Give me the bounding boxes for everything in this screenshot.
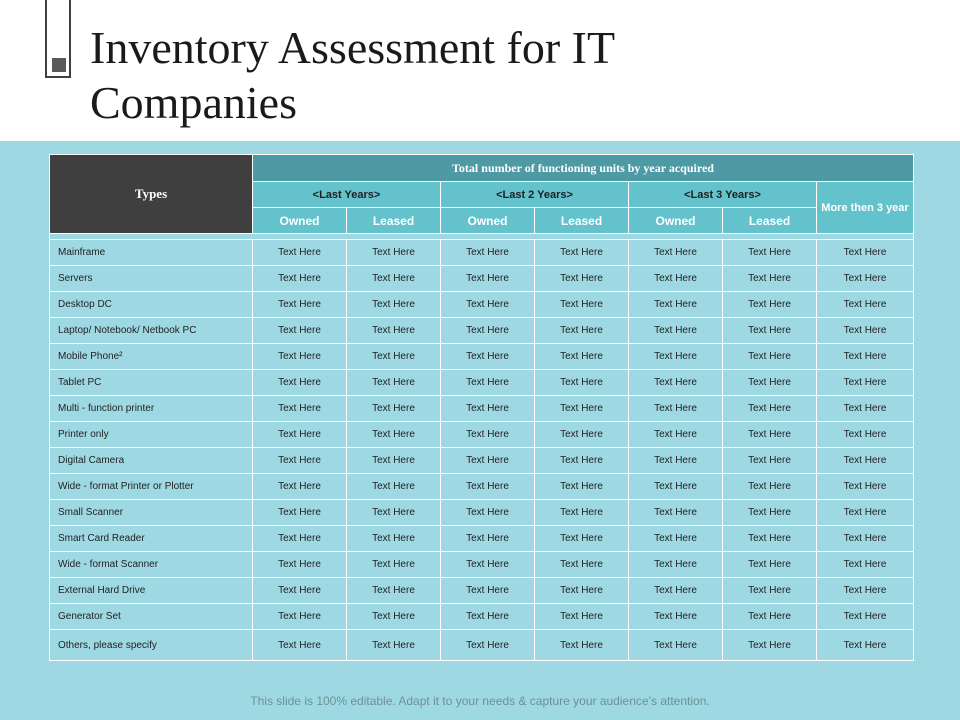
total-units-header: Total number of functioning units by year acquired <box>253 155 914 182</box>
value-cell: Text Here <box>629 240 723 266</box>
value-cell: Text Here <box>441 604 535 630</box>
type-cell: Smart Card Reader <box>50 526 253 552</box>
type-cell: Laptop/ Notebook/ Netbook PC <box>50 318 253 344</box>
value-cell: Text Here <box>723 396 817 422</box>
value-cell: Text Here <box>817 266 914 292</box>
value-cell: Text Here <box>253 318 347 344</box>
value-cell: Text Here <box>817 370 914 396</box>
value-cell: Text Here <box>535 578 629 604</box>
value-cell: Text Here <box>441 396 535 422</box>
value-cell: Text Here <box>535 474 629 500</box>
value-cell: Text Here <box>441 448 535 474</box>
value-cell: Text Here <box>347 448 441 474</box>
title-accent-box <box>45 0 71 78</box>
value-cell: Text Here <box>253 552 347 578</box>
type-cell: Others, please specify <box>50 630 253 661</box>
table-row <box>50 318 914 344</box>
value-cell: Text Here <box>629 500 723 526</box>
value-cell: Text Here <box>629 344 723 370</box>
value-cell: Text Here <box>347 526 441 552</box>
value-cell: Text Here <box>723 266 817 292</box>
type-cell: Mainframe <box>50 240 253 266</box>
value-cell: Text Here <box>723 240 817 266</box>
table-row <box>50 578 914 604</box>
value-cell: Text Here <box>723 552 817 578</box>
value-cell: Text Here <box>253 370 347 396</box>
value-cell: Text Here <box>535 500 629 526</box>
value-cell: Text Here <box>347 266 441 292</box>
value-cell: Text Here <box>817 344 914 370</box>
value-cell: Text Here <box>817 604 914 630</box>
owned-header: Owned <box>629 208 723 234</box>
value-cell: Text Here <box>535 526 629 552</box>
value-cell: Text Here <box>723 344 817 370</box>
value-cell: Text Here <box>441 552 535 578</box>
type-cell: Wide - format Printer or Plotter <box>50 474 253 500</box>
value-cell: Text Here <box>723 500 817 526</box>
value-cell: Text Here <box>347 604 441 630</box>
value-cell: Text Here <box>629 526 723 552</box>
value-cell: Text Here <box>347 552 441 578</box>
value-cell: Text Here <box>629 474 723 500</box>
table-row <box>50 370 914 396</box>
value-cell: Text Here <box>347 500 441 526</box>
type-cell: Small Scanner <box>50 500 253 526</box>
value-cell: Text Here <box>441 526 535 552</box>
type-cell: Digital Camera <box>50 448 253 474</box>
owned-header: Owned <box>441 208 535 234</box>
value-cell: Text Here <box>817 578 914 604</box>
value-cell: Text Here <box>347 396 441 422</box>
type-cell: Generator Set <box>50 604 253 630</box>
value-cell: Text Here <box>817 396 914 422</box>
value-cell: Text Here <box>817 422 914 448</box>
more-than-3-years-header: More then 3 year <box>817 182 914 234</box>
value-cell: Text Here <box>817 448 914 474</box>
value-cell: Text Here <box>347 370 441 396</box>
value-cell: Text Here <box>253 396 347 422</box>
leased-header: Leased <box>535 208 629 234</box>
table-row <box>50 396 914 422</box>
value-cell: Text Here <box>723 474 817 500</box>
value-cell: Text Here <box>817 318 914 344</box>
value-cell: Text Here <box>441 266 535 292</box>
value-cell: Text Here <box>535 344 629 370</box>
types-header: Types <box>50 155 253 234</box>
value-cell: Text Here <box>629 552 723 578</box>
table-row <box>50 630 914 661</box>
inventory-table <box>49 154 914 661</box>
value-cell: Text Here <box>817 474 914 500</box>
value-cell: Text Here <box>535 552 629 578</box>
value-cell: Text Here <box>535 396 629 422</box>
value-cell: Text Here <box>629 604 723 630</box>
value-cell: Text Here <box>347 422 441 448</box>
table-row <box>50 448 914 474</box>
value-cell: Text Here <box>253 604 347 630</box>
value-cell: Text Here <box>347 344 441 370</box>
value-cell: Text Here <box>441 422 535 448</box>
type-cell: External Hard Drive <box>50 578 253 604</box>
leased-header: Leased <box>723 208 817 234</box>
value-cell: Text Here <box>441 630 535 661</box>
value-cell: Text Here <box>817 500 914 526</box>
value-cell: Text Here <box>723 370 817 396</box>
value-cell: Text Here <box>347 578 441 604</box>
value-cell: Text Here <box>441 578 535 604</box>
type-cell: Printer only <box>50 422 253 448</box>
type-cell: Wide - format Scanner <box>50 552 253 578</box>
type-cell: Multi - function printer <box>50 396 253 422</box>
value-cell: Text Here <box>253 344 347 370</box>
value-cell: Text Here <box>723 422 817 448</box>
value-cell: Text Here <box>347 292 441 318</box>
title-accent-square <box>52 58 66 72</box>
value-cell: Text Here <box>629 370 723 396</box>
value-cell: Text Here <box>817 630 914 661</box>
table-row <box>50 604 914 630</box>
value-cell: Text Here <box>253 240 347 266</box>
value-cell: Text Here <box>441 500 535 526</box>
value-cell: Text Here <box>253 422 347 448</box>
value-cell: Text Here <box>253 448 347 474</box>
type-cell: Mobile Phone² <box>50 344 253 370</box>
value-cell: Text Here <box>535 266 629 292</box>
value-cell: Text Here <box>723 604 817 630</box>
value-cell: Text Here <box>253 292 347 318</box>
slide-title: Inventory Assessment for IT Companies <box>90 22 615 128</box>
value-cell: Text Here <box>629 396 723 422</box>
value-cell: Text Here <box>441 344 535 370</box>
table-row <box>50 344 914 370</box>
table-row <box>50 292 914 318</box>
title-area <box>0 0 960 141</box>
value-cell: Text Here <box>535 370 629 396</box>
value-cell: Text Here <box>817 552 914 578</box>
table-row <box>50 552 914 578</box>
period-header-last-3-years: <Last 3 Years> <box>629 182 817 208</box>
value-cell: Text Here <box>629 630 723 661</box>
value-cell: Text Here <box>347 474 441 500</box>
table-row <box>50 240 914 266</box>
value-cell: Text Here <box>535 318 629 344</box>
value-cell: Text Here <box>347 318 441 344</box>
value-cell: Text Here <box>723 526 817 552</box>
footer-note: This slide is 100% editable. Adapt it to your needs & capture your audience’s attention. <box>250 694 710 708</box>
value-cell: Text Here <box>347 630 441 661</box>
value-cell: Text Here <box>817 292 914 318</box>
value-cell: Text Here <box>629 448 723 474</box>
value-cell: Text Here <box>723 630 817 661</box>
table-row <box>50 474 914 500</box>
value-cell: Text Here <box>347 240 441 266</box>
table-row <box>50 526 914 552</box>
value-cell: Text Here <box>629 318 723 344</box>
value-cell: Text Here <box>535 422 629 448</box>
type-cell: Desktop DC <box>50 292 253 318</box>
owned-header: Owned <box>253 208 347 234</box>
value-cell: Text Here <box>253 500 347 526</box>
value-cell: Text Here <box>441 474 535 500</box>
leased-header: Leased <box>347 208 441 234</box>
value-cell: Text Here <box>253 630 347 661</box>
value-cell: Text Here <box>253 526 347 552</box>
value-cell: Text Here <box>535 240 629 266</box>
type-cell: Servers <box>50 266 253 292</box>
value-cell: Text Here <box>817 240 914 266</box>
value-cell: Text Here <box>629 292 723 318</box>
value-cell: Text Here <box>629 578 723 604</box>
table-row <box>50 422 914 448</box>
value-cell: Text Here <box>723 318 817 344</box>
value-cell: Text Here <box>817 526 914 552</box>
value-cell: Text Here <box>723 292 817 318</box>
value-cell: Text Here <box>441 292 535 318</box>
value-cell: Text Here <box>535 292 629 318</box>
value-cell: Text Here <box>253 474 347 500</box>
value-cell: Text Here <box>441 240 535 266</box>
value-cell: Text Here <box>441 370 535 396</box>
period-header-last-years: <Last Years> <box>253 182 441 208</box>
table-row <box>50 500 914 526</box>
value-cell: Text Here <box>535 630 629 661</box>
value-cell: Text Here <box>441 318 535 344</box>
period-header-last-2-years: <Last 2 Years> <box>441 182 629 208</box>
value-cell: Text Here <box>723 578 817 604</box>
inventory-table-body <box>50 234 914 661</box>
table-row <box>50 266 914 292</box>
value-cell: Text Here <box>253 266 347 292</box>
value-cell: Text Here <box>535 604 629 630</box>
value-cell: Text Here <box>723 448 817 474</box>
value-cell: Text Here <box>535 448 629 474</box>
value-cell: Text Here <box>629 422 723 448</box>
value-cell: Text Here <box>629 266 723 292</box>
type-cell: Tablet PC <box>50 370 253 396</box>
value-cell: Text Here <box>253 578 347 604</box>
